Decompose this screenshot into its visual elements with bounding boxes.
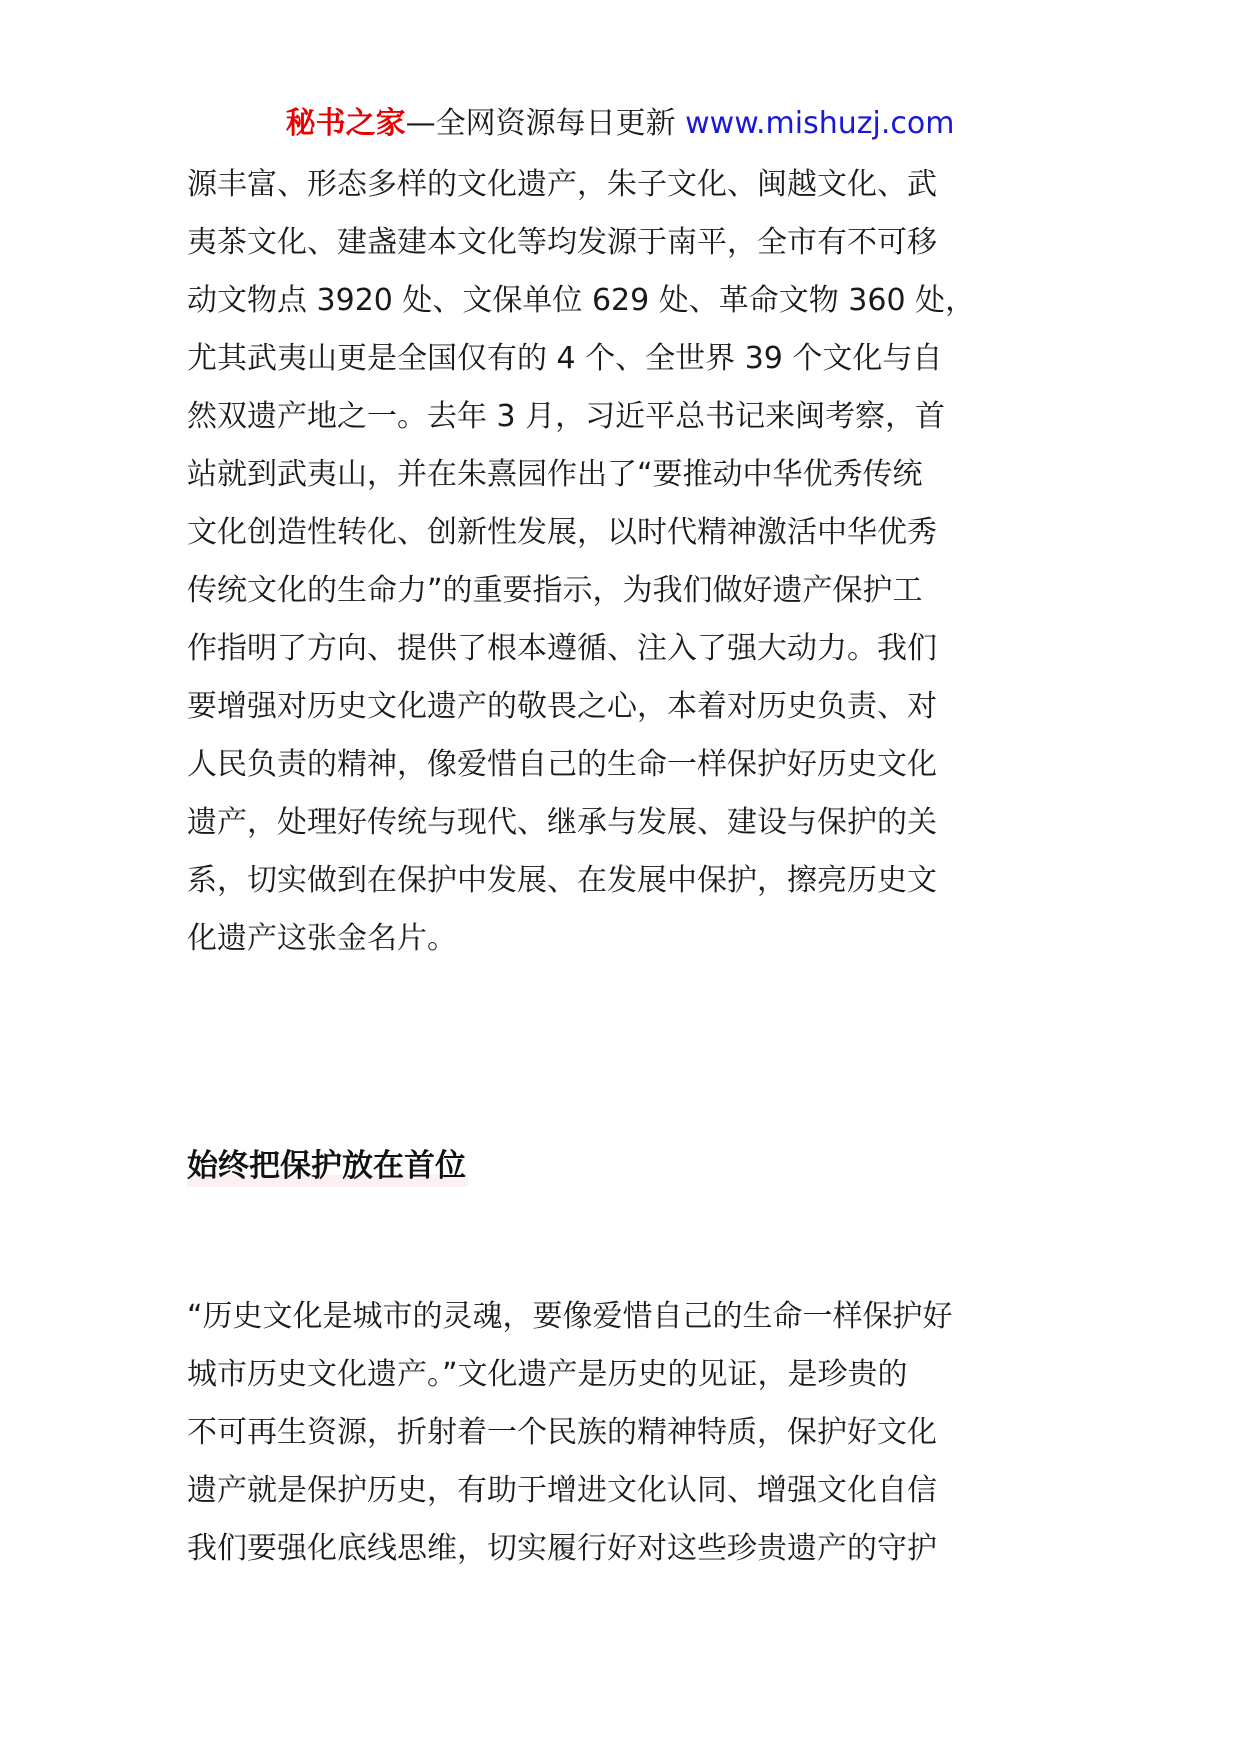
paragraph-line: 系，切实做到在保护中发展、在发展中保护，擦亮历史文: [187, 863, 937, 898]
paragraph-line: “历史文化是城市的灵魂，要像爱惜自己的生命一样保护好: [187, 1299, 953, 1334]
paragraph-line: 文化创造性转化、创新性发展，以时代精神激活中华优秀: [187, 515, 937, 550]
paragraph-line: 站就到武夷山，并在朱熹园作出了“要推动中华优秀传统: [187, 457, 923, 492]
brand-name: 秘书之家: [285, 106, 406, 141]
page-header: [0, 104, 1240, 144]
paragraph-line: 作指明了方向、提供了根本遵循、注入了强大动力。我们: [187, 631, 937, 666]
paragraph-line: 要增强对历史文化遗产的敬畏之心，本着对历史负责、对: [187, 689, 937, 724]
paragraph-line: 城市历史文化遗产。”文化遗产是历史的见证，是珍贵的: [187, 1357, 908, 1392]
paragraph-line: 不可再生资源，折射着一个民族的精神特质，保护好文化: [187, 1415, 937, 1450]
paragraph-line: 动文物点 3920 处、文保单位 629 处、革命文物 360 处，: [187, 283, 976, 318]
section-heading: 始终把保护放在首位: [187, 1145, 468, 1187]
paragraph-line: 化遗产这张金名片。: [187, 921, 457, 956]
paragraph-line: 尤其武夷山更是全国仅有的 4 个、全世界 39 个文化与自: [187, 341, 943, 376]
header-url-link[interactable]: www.mishuzj.com: [685, 106, 955, 141]
paragraph-line: 人民负责的精神，像爱惜自己的生命一样保护好历史文化: [187, 747, 937, 782]
paragraph-line: 遗产，处理好传统与现代、继承与发展、建设与保护的关: [187, 805, 937, 840]
header-tagline: —全网资源每日更新: [405, 106, 686, 141]
paragraph-line: 夷茶文化、建盏建本文化等均发源于南平，全市有不可移: [187, 225, 937, 260]
paragraph-line: 我们要强化底线思维，切实履行好对这些珍贵遗产的守护: [187, 1531, 937, 1566]
paragraph-line: 然双遗产地之一。去年 3 月，习近平总书记来闽考察，首: [187, 399, 946, 434]
paragraph-line: 传统文化的生命力”的重要指示，为我们做好遗产保护工: [187, 573, 923, 608]
paragraph-line: 遗产就是保护历史，有助于增进文化认同、增强文化自信: [187, 1473, 937, 1508]
paragraph-line: 源丰富、形态多样的文化遗产，朱子文化、闽越文化、武: [187, 167, 937, 202]
